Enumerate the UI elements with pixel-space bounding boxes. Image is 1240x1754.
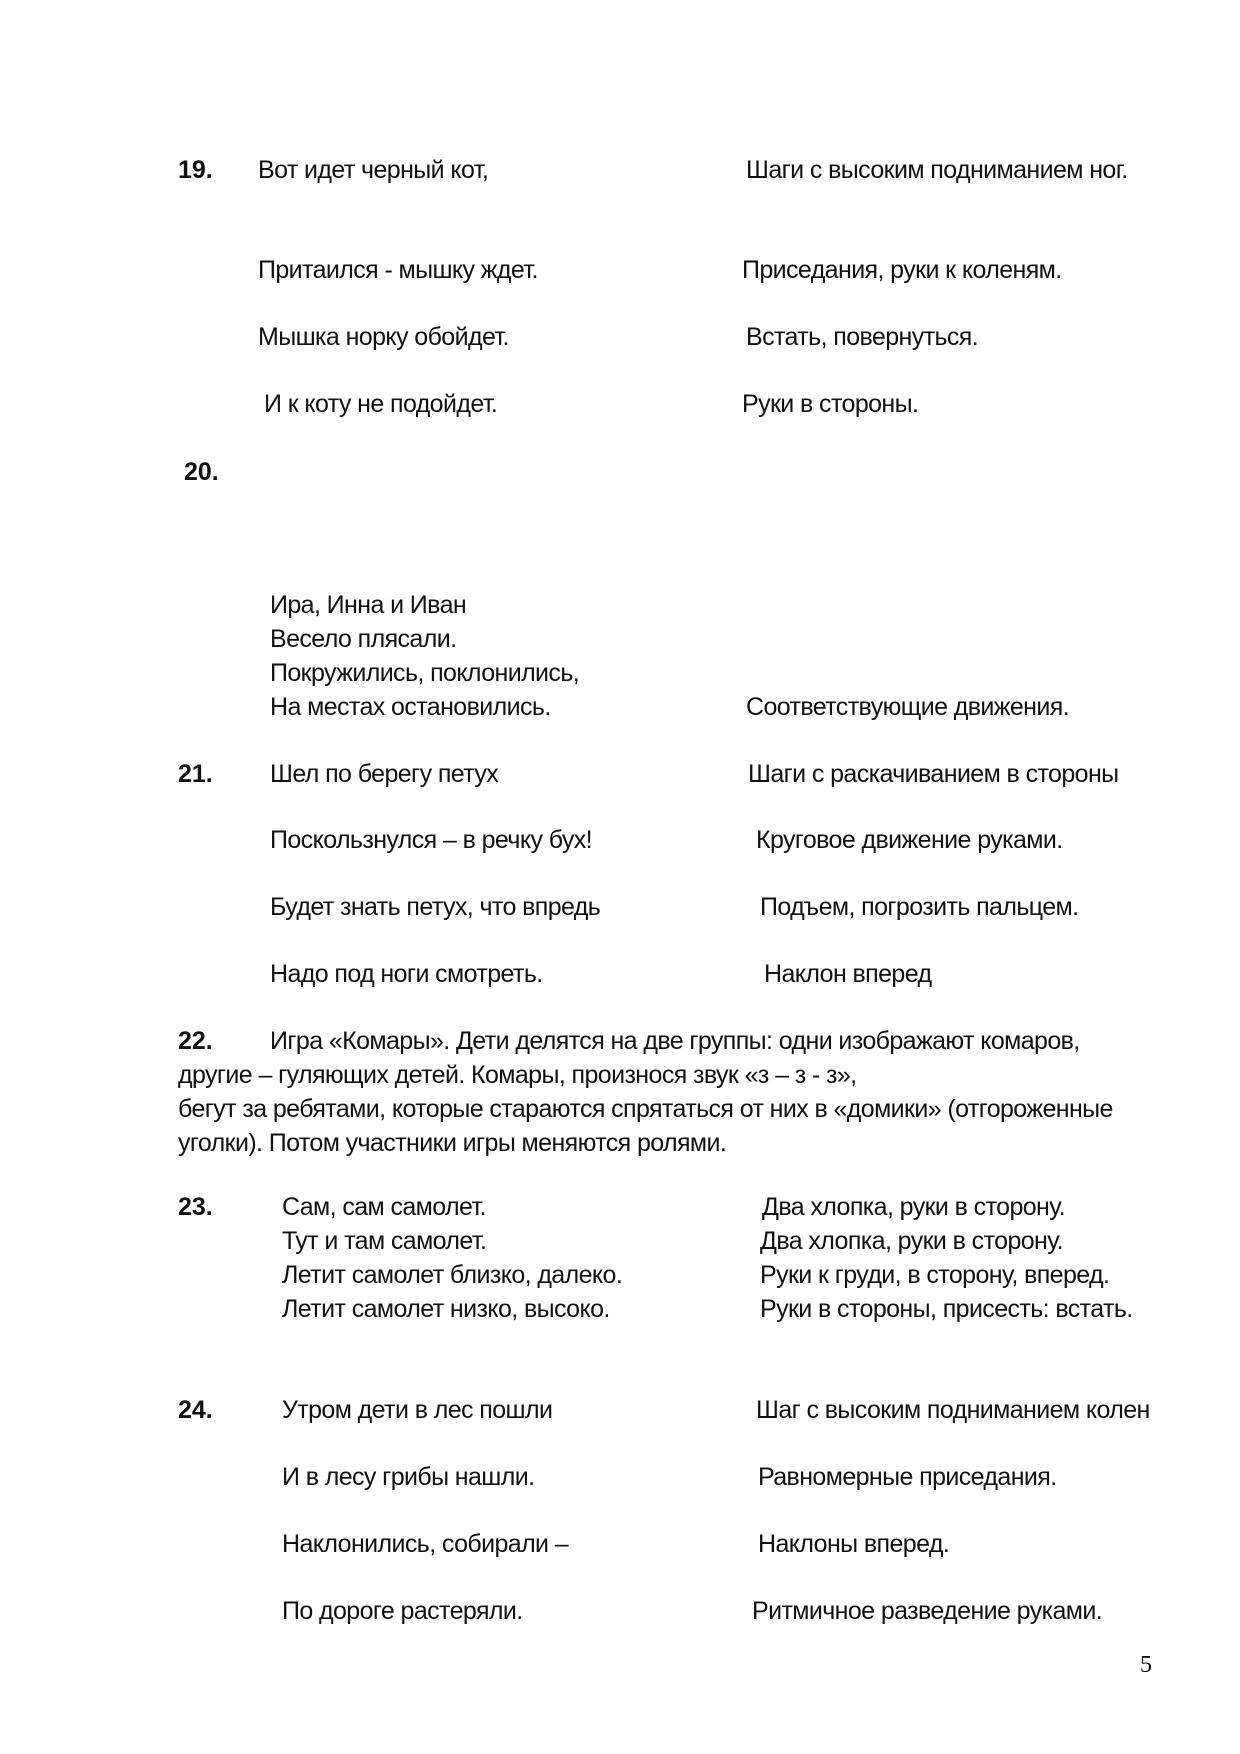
exercise-20-action: Соответствующие движения. [746, 693, 1070, 721]
exercise-23-line-2: Тут и там самолет. [282, 1227, 487, 1255]
exercise-24-action-1: Шаг с высоким подниманием колен [756, 1396, 1150, 1424]
exercise-23-action-3: Руки к груди, в сторону, вперед. [760, 1261, 1110, 1289]
exercise-23-action-4: Руки в стороны, присесть: встать. [760, 1295, 1133, 1323]
exercise-24-number: 24. [178, 1396, 213, 1424]
exercise-21-action-2: Круговое движение руками. [756, 826, 1063, 854]
exercise-21-action-1: Шаги с раскачиванием в стороны [748, 760, 1119, 788]
exercise-19-action-2: Приседания, руки к коленям. [742, 256, 1062, 284]
exercise-23-line-4: Летит самолет низко, высоко. [282, 1295, 610, 1323]
exercise-22-line-1: Игра «Комары». Дети делятся на две группы: одни изображают комаров, [270, 1027, 1080, 1055]
exercise-19-action-3: Встать, повернуться. [746, 323, 979, 351]
exercise-21-line-4: Надо под ноги смотреть. [270, 960, 543, 988]
exercise-19-line-3: Мышка норку обойдет. [258, 323, 509, 351]
exercise-21-action-4: Наклон вперед [764, 960, 932, 988]
exercise-19-line-4: И к коту не подойдет. [264, 390, 498, 418]
exercise-24-action-3: Наклоны вперед. [758, 1530, 950, 1558]
exercise-23-number: 23. [178, 1193, 213, 1221]
exercise-22-number: 22. [178, 1027, 213, 1055]
exercise-22-line-2: другие – гуляющих детей. Комары, произнося звук «з – з - з», [178, 1061, 857, 1089]
exercise-19-action-1: Шаги с высоким подниманием ног. [746, 156, 1128, 184]
exercise-20-line-3: Покружились, поклонились, [270, 659, 580, 687]
exercise-21-line-1: Шел по берегу петух [270, 760, 499, 788]
exercise-19-action-4: Руки в стороны. [742, 390, 919, 418]
exercise-24-line-4: По дороге растеряли. [282, 1597, 523, 1625]
exercise-23-line-3: Летит самолет близко, далеко. [282, 1261, 623, 1289]
exercise-24-action-2: Равномерные приседания. [758, 1463, 1057, 1491]
exercise-22-line-3: бегут за ребятами, которые стараются спрятаться от них в «домики» (отгороженные [178, 1095, 1113, 1123]
exercise-20-line-2: Весело плясали. [270, 625, 457, 653]
exercise-20-number: 20. [184, 458, 219, 486]
exercise-24-line-2: И в лесу грибы нашли. [282, 1463, 535, 1491]
exercise-22-line-4: уголки). Потом участники игры меняются ролями. [178, 1129, 727, 1157]
exercise-19-number: 19. [178, 156, 213, 184]
exercise-21-line-3: Будет знать петух, что впредь [270, 893, 601, 921]
exercise-24-line-3: Наклонились, собирали – [282, 1530, 569, 1558]
exercise-24-action-4: Ритмичное разведение руками. [752, 1597, 1103, 1625]
exercise-20-line-4: На местах остановились. [270, 693, 551, 721]
exercise-23-action-1: Два хлопка, руки в сторону. [762, 1193, 1066, 1221]
page-number: 5 [1140, 1652, 1152, 1678]
exercise-19-line-1: Вот идет черный кот, [258, 156, 489, 184]
exercise-20-line-1: Ира, Инна и Иван [270, 591, 467, 619]
exercise-23-action-2: Два хлопка, руки в сторону. [760, 1227, 1064, 1255]
exercise-22-paragraph [178, 1024, 1158, 1160]
exercise-21-number: 21. [178, 760, 213, 788]
exercise-21-action-3: Подъем, погрозить пальцем. [760, 893, 1079, 921]
exercise-19-line-2: Притаился - мышку ждет. [258, 256, 538, 284]
exercise-24-line-1: Утром дети в лес пошли [282, 1396, 553, 1424]
exercise-21-line-2: Поскользнулся – в речку бух! [270, 826, 593, 854]
exercise-23-line-1: Сам, сам самолет. [282, 1193, 486, 1221]
